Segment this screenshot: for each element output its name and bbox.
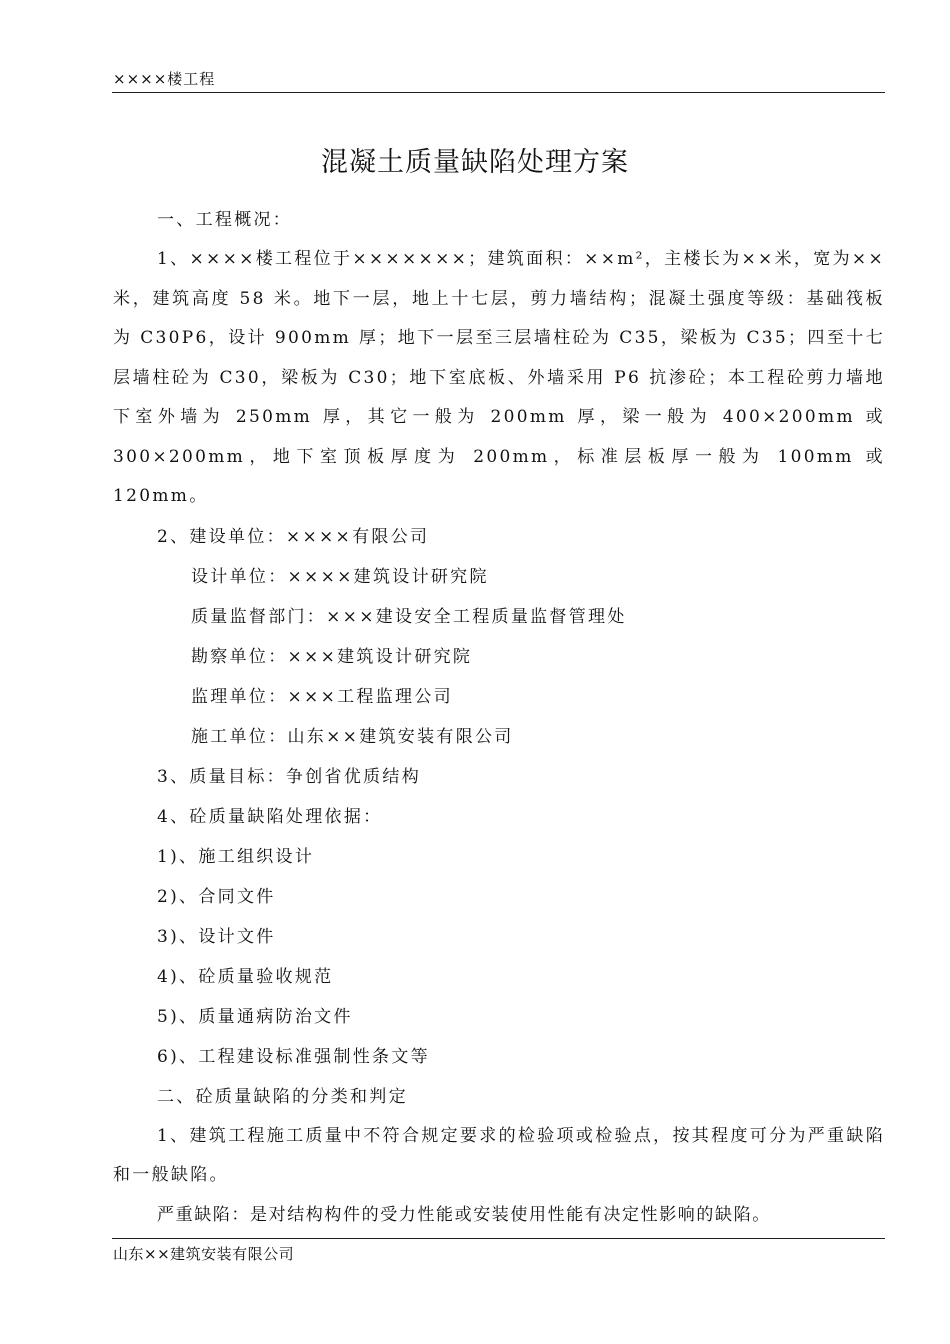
survey-unit: 勘察单位：×××建筑设计研究院	[191, 646, 473, 667]
header-rule	[112, 92, 885, 93]
basis-item: 4)、砼质量验收规范	[157, 966, 334, 987]
design-unit: 设计单位：××××建筑设计研究院	[191, 566, 489, 587]
document-body	[113, 200, 885, 1235]
construction-unit: 施工单位：山东××建筑安装有限公司	[191, 726, 514, 747]
section-heading-1: 一、工程概况：	[157, 210, 293, 230]
supervisor-unit: 监理单位：×××工程监理公司	[191, 686, 453, 707]
basis-item: 1)、施工组织设计	[157, 846, 315, 867]
basis-heading: 4、砼质量缺陷处理依据：	[157, 806, 383, 827]
basis-item: 2)、合同文件	[157, 886, 276, 907]
page-footer: 山东××建筑安装有限公司	[113, 1245, 295, 1263]
overview-paragraph: 1、××××楼工程位于×××××××；建筑面积：××m²，主楼长为××米，宽为××米，建筑高度 58 米。地下一层，地上十七层，剪力墙结构；混凝土强度等级：基础筏板为 C30P6，设计 900mm 厚；地下一层至三层墙柱砼为 C35，梁板为 C35；四至十七层墙柱砼为 C30，梁板为 C30；地下室底板、外墙采用 P6 抗渗砼；本工程砼剪力墙地下室外墙为 250mm 厚，其它一般为 200mm 厚，梁一般为 400×200mm 或 300×200mm，地下室顶板厚度为 200mm，标准层板厚一般为 100mm 或 120mm。	[113, 249, 885, 506]
footer-rule	[112, 1238, 885, 1239]
supervision-dept: 质量监督部门：×××建设安全工程质量监督管理处	[191, 606, 627, 627]
severe-defect-definition: 严重缺陷：是对结构构件的受力性能或安装使用性能有决定性影响的缺陷。	[157, 1204, 771, 1225]
document-title: 混凝土质量缺陷处理方案	[321, 147, 629, 178]
section-heading-2: 二、砼质量缺陷的分类和判定	[157, 1086, 408, 1107]
basis-item: 5)、质量通病防治文件	[157, 1006, 353, 1027]
quality-goal: 3、质量目标：争创省优质结构	[157, 766, 422, 787]
defect-classification-paragraph: 1、建筑工程施工质量中不符合规定要求的检验项或检验点，按其程度可分为严重缺陷和一般缺陷。	[113, 1125, 885, 1185]
page-header: ××××楼工程	[113, 70, 216, 88]
owner-unit: 2、建设单位：××××有限公司	[157, 526, 430, 547]
basis-item: 3)、设计文件	[157, 926, 276, 947]
basis-item: 6)、工程建设标准强制性条文等	[157, 1046, 430, 1067]
